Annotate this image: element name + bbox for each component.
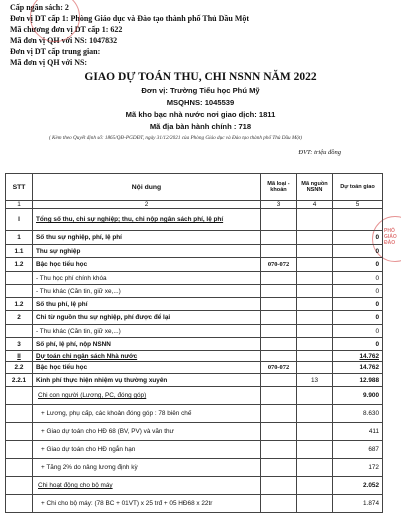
source-code-cell bbox=[297, 351, 333, 362]
document-title: GIAO DỰ TOÁN THU, CHI NSNN NĂM 2022 bbox=[84, 71, 317, 83]
index-cell: 2 bbox=[33, 201, 261, 209]
table-row bbox=[6, 351, 383, 362]
content-cell: + Tăng 2% do nâng lương định kỳ bbox=[33, 459, 261, 477]
table-row bbox=[6, 459, 383, 477]
stt-cell bbox=[6, 387, 33, 405]
type-code-cell bbox=[261, 311, 297, 325]
stt-cell bbox=[6, 477, 33, 495]
type-code-cell bbox=[261, 441, 297, 459]
source-code-cell bbox=[297, 272, 333, 285]
table-row bbox=[6, 311, 383, 325]
source-code-cell bbox=[297, 459, 333, 477]
source-code-cell bbox=[297, 362, 333, 374]
table-row bbox=[6, 387, 383, 405]
table-row bbox=[6, 441, 383, 459]
budget-value-cell: 0 bbox=[333, 338, 383, 351]
type-code-cell: 070-072 bbox=[261, 362, 297, 374]
budget-value-cell: 9.900 bbox=[333, 387, 383, 405]
source-code-cell bbox=[297, 495, 333, 513]
type-code-cell bbox=[261, 285, 297, 298]
index-cell: 3 bbox=[261, 201, 297, 209]
table-row bbox=[6, 245, 383, 258]
level1-chapter-code: Mã chương đơn vị DT cấp 1: 622 bbox=[10, 25, 123, 34]
content-cell: Tổng số thu, chi sự nghiệp; thu, chi nộp ngân sách phí, lệ phí bbox=[33, 209, 261, 231]
stt-cell: 2 bbox=[6, 311, 33, 325]
content-cell: + Chi cho bộ máy: (78 BC + 01VT) x 25 trđ + 05 HĐ68 x 22tr bbox=[33, 495, 261, 513]
type-code-cell bbox=[261, 245, 297, 258]
source-code-cell bbox=[297, 423, 333, 441]
source-code-cell bbox=[297, 209, 333, 231]
table-row bbox=[6, 423, 383, 441]
budget-value-cell: 2.052 bbox=[333, 477, 383, 495]
budget-table bbox=[5, 173, 383, 513]
intermediate-unit: Đơn vị DT cấp trung gian: bbox=[10, 47, 101, 56]
source-code-cell bbox=[297, 285, 333, 298]
content-cell: Dự toán chi ngân sách Nhà nước bbox=[33, 351, 261, 362]
content-cell: Chi hoạt động cho bộ máy bbox=[33, 477, 261, 495]
budget-relation-code: Mã đơn vị QH với NS: 1047832 bbox=[10, 36, 118, 45]
content-cell: Số thu phí, lệ phí bbox=[33, 298, 261, 311]
source-code-cell bbox=[297, 231, 333, 245]
stt-cell: 1 bbox=[6, 231, 33, 245]
source-code-cell bbox=[297, 311, 333, 325]
header-type-code: Mã loại - khoản bbox=[261, 174, 297, 201]
source-code-cell bbox=[297, 298, 333, 311]
table-row bbox=[6, 325, 383, 338]
type-code-cell bbox=[261, 231, 297, 245]
content-cell: - Thu học phí chính khóa bbox=[33, 272, 261, 285]
budget-value-cell: 12.988 bbox=[333, 374, 383, 387]
content-cell: Kinh phí thực hiện nhiệm vụ thường xuyên bbox=[33, 374, 261, 387]
content-cell: Số thu sự nghiệp, phí, lệ phí bbox=[33, 231, 261, 245]
stamp-text: PHÒ GIÁO ĐÀO bbox=[384, 228, 397, 246]
budget-value-cell: 687 bbox=[333, 441, 383, 459]
type-code-cell bbox=[261, 374, 297, 387]
budget-value-cell: 14.762 bbox=[333, 351, 383, 362]
table-row bbox=[6, 298, 383, 311]
table-header-row bbox=[6, 174, 383, 201]
budget-value-cell bbox=[333, 209, 383, 231]
header-stt: STT bbox=[6, 174, 33, 201]
table-row bbox=[6, 209, 383, 231]
stt-cell: 1.2 bbox=[6, 258, 33, 272]
budget-value-cell: 411 bbox=[333, 423, 383, 441]
area-code: Mã địa bàn hành chính : 718 bbox=[149, 122, 252, 131]
type-code-cell: 070-072 bbox=[261, 258, 297, 272]
header-budget: Dự toán giao bbox=[333, 174, 383, 201]
budget-value-cell: 0 bbox=[333, 298, 383, 311]
table-row bbox=[6, 272, 383, 285]
unit-name: Đơn vị: Trường Tiểu học Phú Mỹ bbox=[141, 86, 260, 95]
source-code-cell bbox=[297, 325, 333, 338]
stt-cell: 3 bbox=[6, 338, 33, 351]
type-code-cell bbox=[261, 495, 297, 513]
level1-unit: Đơn vị DT cấp 1: Phòng Giáo dục và Đào tạo thành phố Thủ Dầu Một bbox=[10, 14, 250, 23]
table-row bbox=[6, 374, 383, 387]
table-row bbox=[6, 285, 383, 298]
type-code-cell bbox=[261, 272, 297, 285]
source-code-cell: 13 bbox=[297, 374, 333, 387]
content-cell: - Thu khác (Căn tin, giữ xe,...) bbox=[33, 285, 261, 298]
budget-value-cell: 0 bbox=[333, 311, 383, 325]
source-code-cell bbox=[297, 387, 333, 405]
budget-value-cell: 172 bbox=[333, 459, 383, 477]
stt-cell: 2.2 bbox=[6, 362, 33, 374]
stt-cell: I bbox=[6, 209, 33, 231]
type-code-cell bbox=[261, 298, 297, 311]
stt-cell bbox=[6, 285, 33, 298]
index-cell: 5 bbox=[333, 201, 383, 209]
budget-value-cell: 0 bbox=[333, 231, 383, 245]
content-cell: Chi từ nguồn thu sự nghiệp, phí được để lại bbox=[33, 311, 261, 325]
content-cell: + Lương, phụ cấp, các khoản đóng góp : 78 biên chế bbox=[33, 405, 261, 423]
table-row bbox=[6, 231, 383, 245]
stt-cell bbox=[6, 272, 33, 285]
content-cell: + Giao dự toán cho HĐ ngắn hạn bbox=[33, 441, 261, 459]
budget-value-cell: 8.630 bbox=[333, 405, 383, 423]
stt-cell bbox=[6, 441, 33, 459]
stt-cell: 2.2.1 bbox=[6, 374, 33, 387]
budget-value-cell: 0 bbox=[333, 285, 383, 298]
source-code-cell bbox=[297, 258, 333, 272]
decision-note: ( Kèm theo Quyết định số: 1865/QĐ-PGDĐT, ngày 31/12/2021 của Phòng Giáo dục và Đào tạo thành phố Thủ Dầu Một) bbox=[48, 135, 303, 141]
type-code-cell bbox=[261, 459, 297, 477]
source-code-cell bbox=[297, 405, 333, 423]
stt-cell bbox=[6, 495, 33, 513]
content-cell: + Giao dự toán cho HĐ 68 (BV, PV) và văn thư bbox=[33, 423, 261, 441]
type-code-cell bbox=[261, 338, 297, 351]
budget-value-cell: 0 bbox=[333, 258, 383, 272]
stt-cell: II bbox=[6, 351, 33, 362]
type-code-cell bbox=[261, 209, 297, 231]
source-code-cell bbox=[297, 338, 333, 351]
budget-level: Cấp ngân sách: 2 bbox=[10, 3, 69, 12]
content-cell: Bậc học tiểu học bbox=[33, 362, 261, 374]
source-code-cell bbox=[297, 441, 333, 459]
index-cell: 1 bbox=[6, 201, 33, 209]
type-code-cell bbox=[261, 405, 297, 423]
header-content: Nội dung bbox=[33, 174, 261, 201]
table-row bbox=[6, 405, 383, 423]
type-code-cell bbox=[261, 351, 297, 362]
currency-unit: ĐVT: triệu đồng bbox=[298, 149, 341, 156]
budget-value-cell: 1.874 bbox=[333, 495, 383, 513]
content-cell: Bậc học tiểu học bbox=[33, 258, 261, 272]
stt-cell bbox=[6, 459, 33, 477]
stt-cell bbox=[6, 325, 33, 338]
content-cell: Số phí, lệ phí, nộp NSNN bbox=[33, 338, 261, 351]
source-code-cell bbox=[297, 477, 333, 495]
table-index-row bbox=[6, 201, 383, 209]
type-code-cell bbox=[261, 423, 297, 441]
content-cell: - Thu khác (Căn tin, giữ xe,...) bbox=[33, 325, 261, 338]
table-row bbox=[6, 338, 383, 351]
content-cell: Chi con người (Lương, PC, đóng góp) bbox=[33, 387, 261, 405]
budget-value-cell: 0 bbox=[333, 245, 383, 258]
msqhns-code: MSQHNS: 1045539 bbox=[166, 98, 235, 107]
intermediate-relation-code: Mã đơn vị QH với NS: bbox=[10, 58, 88, 67]
stt-cell: 1.2 bbox=[6, 298, 33, 311]
table-row bbox=[6, 362, 383, 374]
stt-cell: 1.1 bbox=[6, 245, 33, 258]
type-code-cell bbox=[261, 387, 297, 405]
source-code-cell bbox=[297, 245, 333, 258]
table-row bbox=[6, 258, 383, 272]
index-cell: 4 bbox=[297, 201, 333, 209]
stt-cell bbox=[6, 405, 33, 423]
content-cell: Thu sự nghiệp bbox=[33, 245, 261, 258]
header-source-code: Mã nguồn NSNN bbox=[297, 174, 333, 201]
stt-cell bbox=[6, 423, 33, 441]
type-code-cell bbox=[261, 477, 297, 495]
treasury-code: Mã kho bạc nhà nước nơi giao dịch: 1811 bbox=[125, 110, 276, 119]
budget-value-cell: 0 bbox=[333, 325, 383, 338]
type-code-cell bbox=[261, 325, 297, 338]
table-row bbox=[6, 477, 383, 495]
table-row bbox=[6, 495, 383, 513]
budget-value-cell: 0 bbox=[333, 272, 383, 285]
budget-value-cell: 14.762 bbox=[333, 362, 383, 374]
